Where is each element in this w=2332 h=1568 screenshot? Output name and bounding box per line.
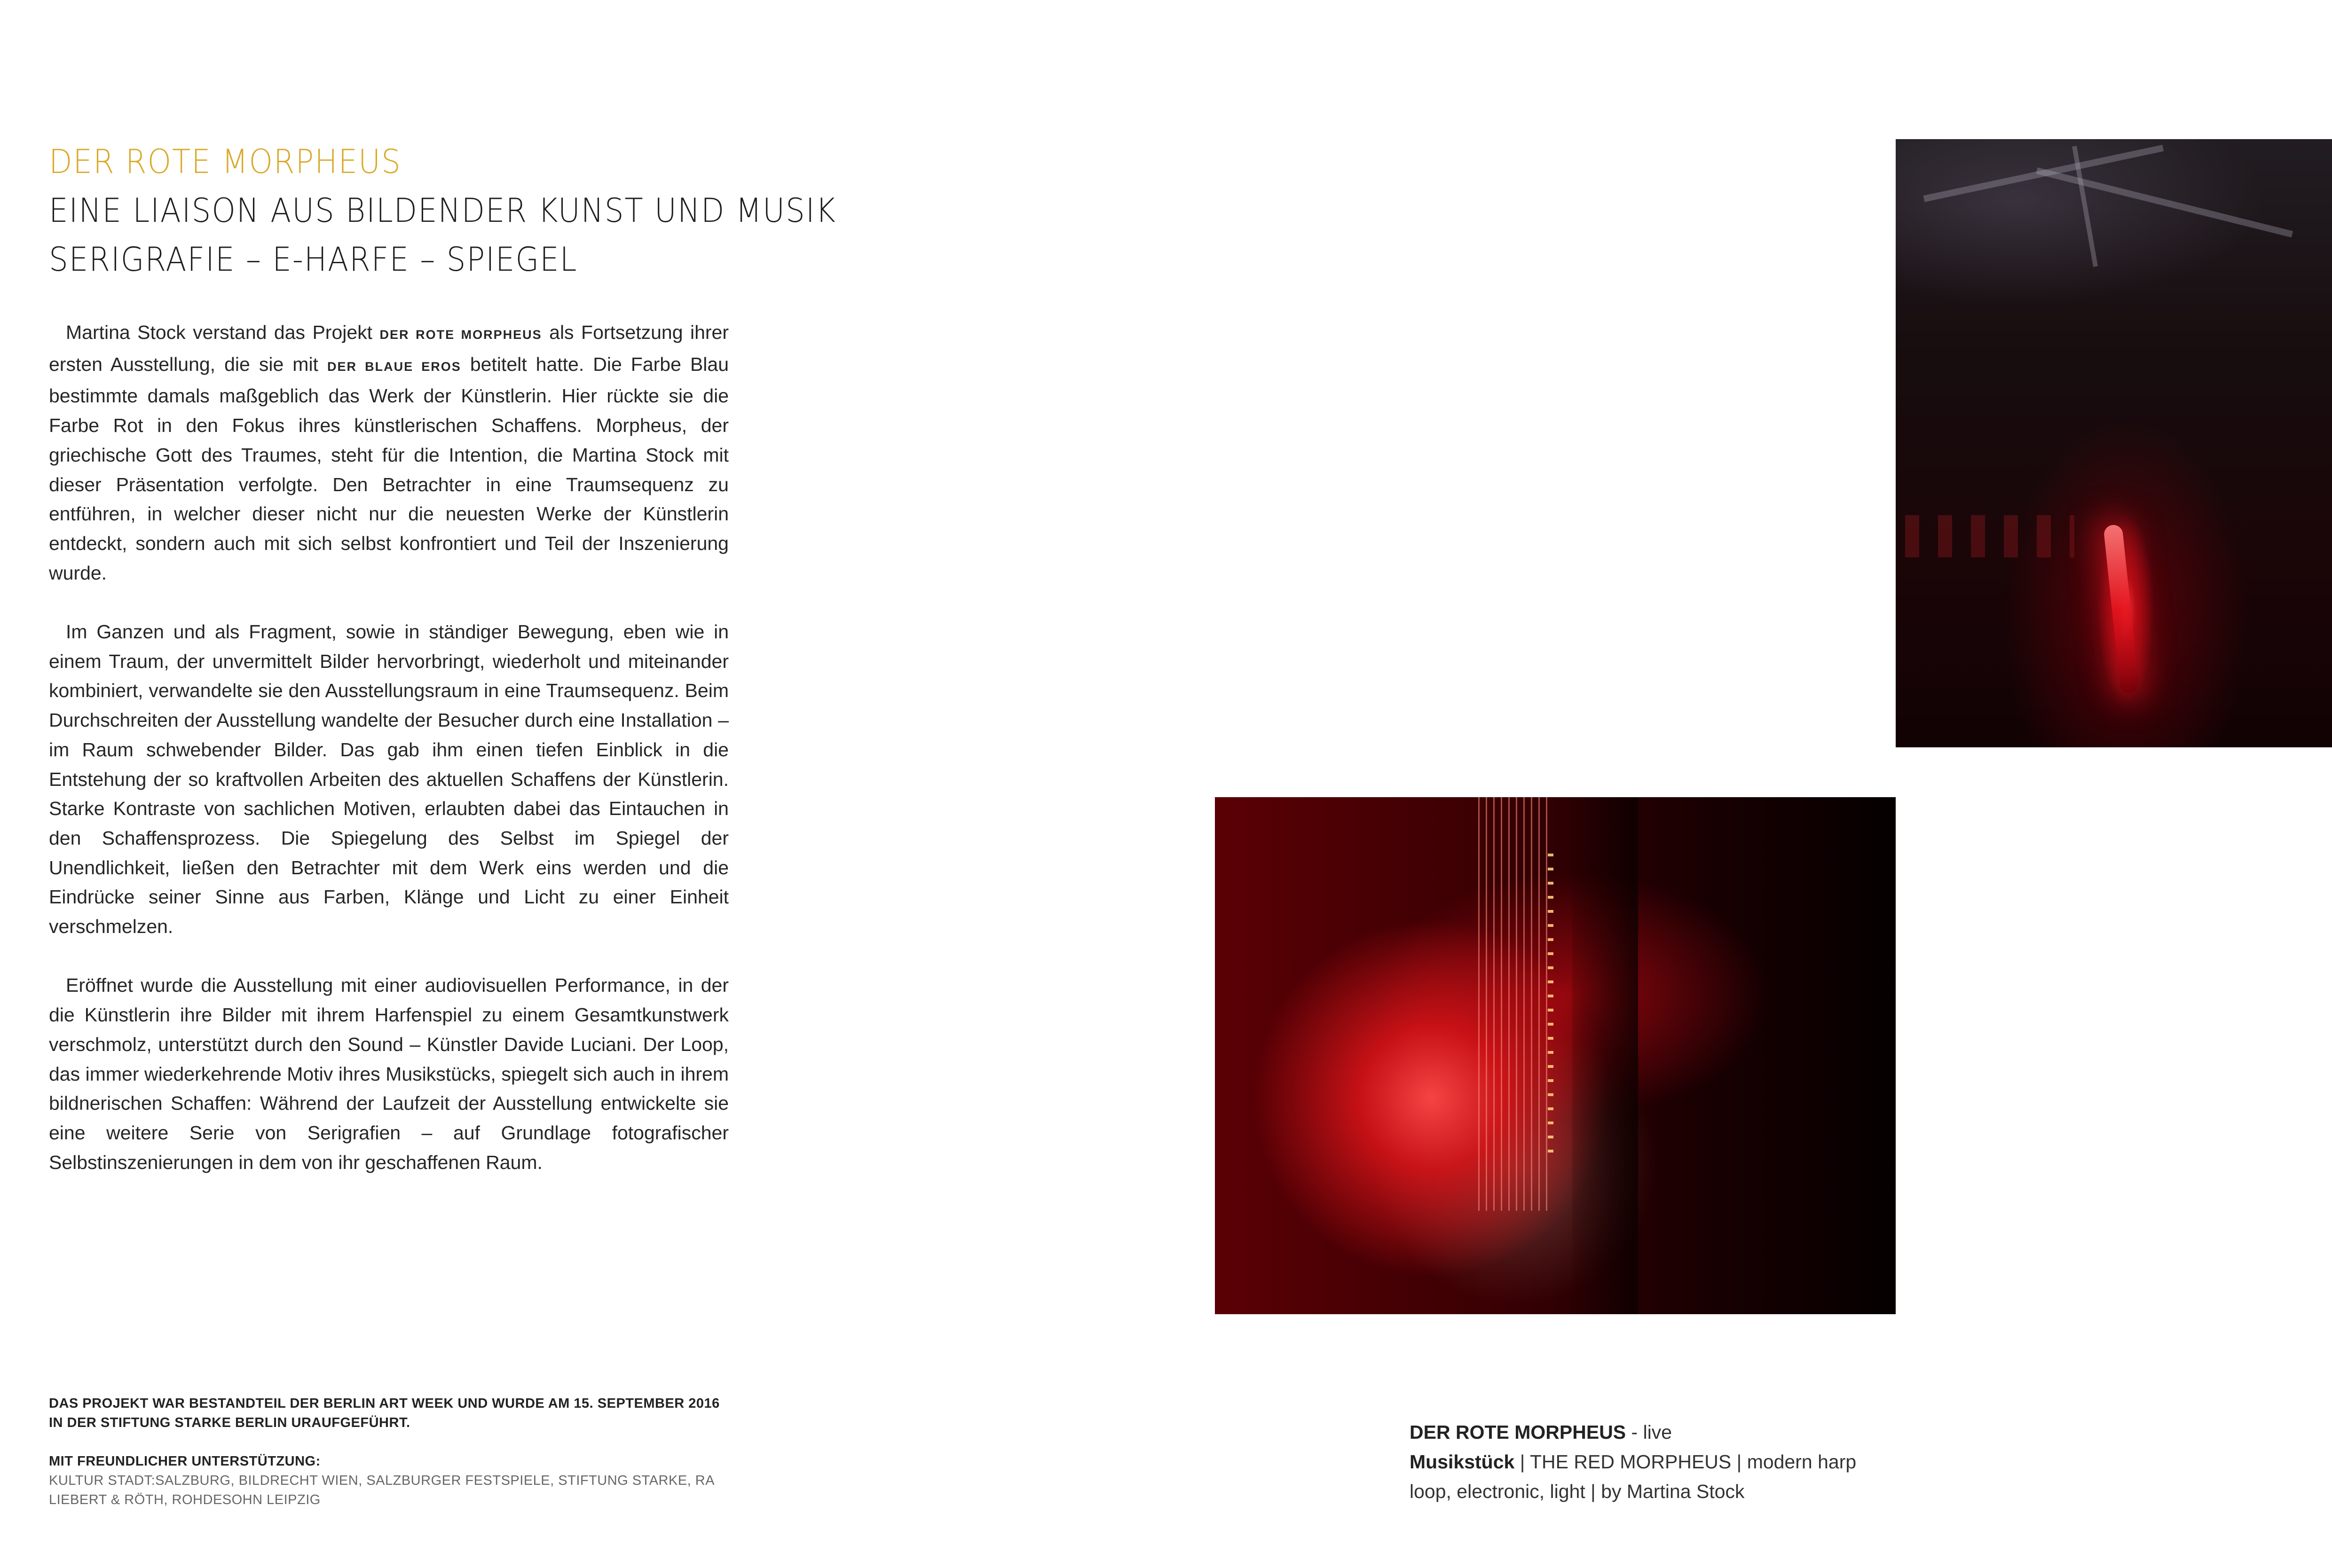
glowing-harp [2103, 524, 2139, 694]
heading-title: DER ROTE MORPHEUS [49, 142, 402, 181]
heading-media-line: SERIGRAFIE – E-HARFE – SPIEGEL [49, 240, 578, 279]
ceiling-beam [2036, 167, 2293, 237]
support-title: MIT FREUNDLICHER UNTERSTÜTZUNG: [49, 1454, 321, 1469]
page-heading [49, 137, 836, 284]
exhibition-room-photo [1896, 139, 2332, 747]
photo-caption [1410, 1418, 1927, 1506]
caption-line-2-rest: | THE RED MORPHEUS | modern harp [1514, 1451, 1857, 1473]
caption-line-3: loop, electronic, light | by Martina Stock [1410, 1481, 1745, 1502]
caption-title: DER ROTE MORPHEUS [1410, 1421, 1626, 1443]
heading-subtitle: EINE LIAISON AUS BILDENDER KUNST UND MUSIK [49, 191, 836, 230]
paragraph-3: Eröffnet wurde die Ausstellung mit einer audiovisuellen Performance, in der die Künstlerin ihre Bilder mit ihrem Harfenspiel zu einem Gesamtkunstwerk verschmolz, unterstützt durch den Sound – Künstler Davide Luciani. Der Loop, das immer wiederkehrende Motiv ihres Musikstücks, spiegelt sich auch in ihrem bildnerischen Schaffen: Während der Laufzeit der Ausstellung entwickelte sie eine weitere Serie von Serigrafien – auf Grundlage fotografischer Selbstinszenierungen in dem von ihr geschaffenen Raum. [49, 974, 729, 1173]
body-text [49, 318, 729, 1207]
paragraph-1-text-b: als Fortsetzung ihrer ersten Ausstellung, die sie mit [49, 321, 729, 375]
harp-strings [1478, 797, 1553, 1211]
caption-line-1 [1410, 1418, 1927, 1447]
project-name-smallcaps: DER ROTE MORPHEUS [379, 328, 542, 342]
harp-performance-photo [1215, 797, 1896, 1314]
caption-line-2 [1410, 1447, 1927, 1477]
harp-neck [1572, 797, 1638, 1314]
paragraph-1 [49, 318, 729, 588]
caption-label: Musikstück [1410, 1451, 1515, 1473]
paragraph-2: Im Ganzen und als Fragment, sowie in ständiger Bewegung, eben wie in einem Traum, der unvermittelt Bilder hervorbringt, wiederholt und miteinander kombiniert, verwandelte sie den Ausstellungsraum in eine Traumsequenz. Beim Durchschreiten der Ausstellung wandelte der Besucher durch eine Installation – im Raum schwebender Bilder. Das gab ihm einen tiefen Einblick in die Entstehung der so kraftvollen Arbeiten des aktuellen Schaffens der Künstlerin. Starke Kontraste von sachlichen Motiven, erlaubten dabei das Eintauchen in den Schaffensprozess. Die Spiegelung des Selbst im Spiegel der Unendlichkeit, ließen den Betrachter mit dem Werk eins werden und die Eindrücke seiner Sinne aus Farben, Klänge und Licht zu einer Einheit verschmelzen. [49, 621, 729, 938]
harp-lights [1548, 854, 1553, 1154]
supporters-list: KULTUR STADT:SALZBURG, BILDRECHT WIEN, SALZBURGER FESTSPIELE, STIFTUNG STARKE, RA LIEBERT & RÖTH, ROHDESOHN LEIPZIG [49, 1473, 714, 1507]
footer-notes [49, 1394, 731, 1510]
project-note: DAS PROJEKT WAR BESTANDTEIL DER BERLIN ART WEEK UND WURDE AM 15. SEPTEMBER 2016 IN DER STIFTUNG STARKE BERLIN URAUFGEFÜHRT. [49, 1396, 720, 1430]
wall-frames [1905, 515, 2074, 557]
footer-spacer [49, 1433, 731, 1452]
first-exhibition-smallcaps: DER BLAUE EROS [327, 359, 461, 374]
paragraph-1-text-a: Martina Stock verstand das Projekt [66, 321, 380, 343]
paragraph-1-text-c: betitelt hatte. Die Farbe Blau bestimmte damals maßgeblich das Werk der Künstlerin. Hier rückte sie die Farbe Rot in den Fokus ihres künstlerischen Schaffens. Morpheus, der griechische Gott des Traumes, steht für die Intention, die Martina Stock mit dieser Präsentation verfolgte. Den Betrachter in eine Traumsequenz zu entführen, in welcher dieser nicht nur die neuesten Werke der Künstlerin entdeckt, sondern auch mit sich selbst konfrontiert und Teil der Inszenierung wurde. [49, 353, 729, 584]
caption-title-suffix: - live [1626, 1421, 1672, 1443]
